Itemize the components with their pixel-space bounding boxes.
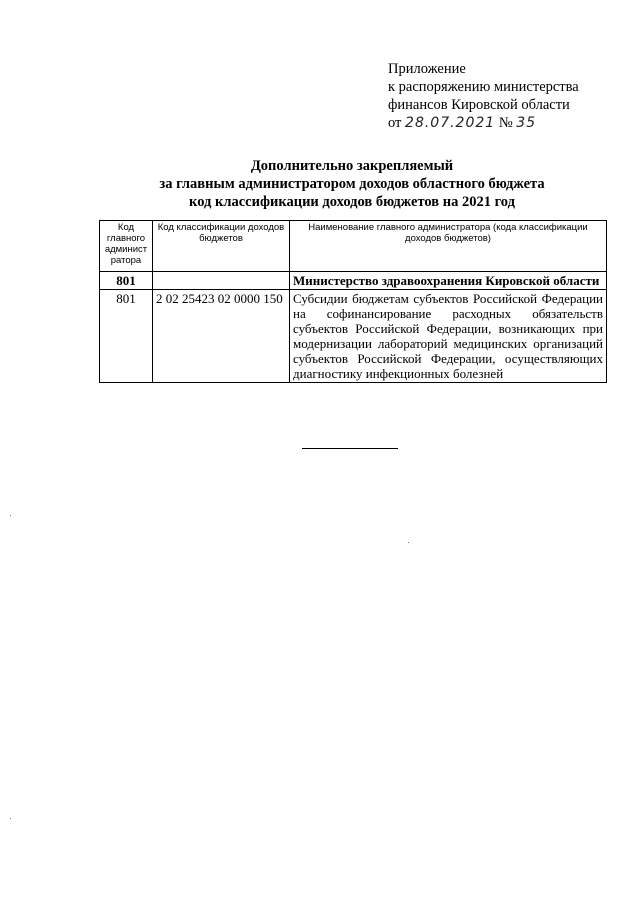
document-title	[100, 157, 604, 211]
header-classification-code: Код классификации доходов бюджетов	[153, 221, 290, 272]
scan-speck	[10, 818, 11, 819]
title-line-2: за главным администратором доходов областного бюджета	[159, 176, 545, 192]
appendix-date-line	[388, 114, 579, 132]
closing-line	[302, 448, 398, 449]
table-row	[100, 272, 607, 290]
appendix-title: Приложение	[388, 61, 466, 77]
classification-table	[99, 220, 607, 383]
appendix-line-ministry: финансов Кировской области	[388, 97, 570, 113]
title-line-3: код классификации доходов бюджетов на 2021 год	[189, 194, 515, 210]
scan-speck	[10, 515, 11, 516]
cell-admin-code: 801	[100, 290, 153, 383]
scan-speck	[408, 542, 409, 543]
from-label: от	[388, 115, 402, 131]
cell-admin-code: 801	[100, 272, 153, 290]
appendix-line-order: к распоряжению министерства	[388, 79, 579, 95]
cell-classification-code: 2 02 25423 02 0000 150	[153, 290, 290, 383]
header-admin-code: Код главного админист ратора	[100, 221, 153, 272]
cell-admin-name: Министерство здравоохранения Кировской области	[290, 272, 607, 290]
number-label: №	[498, 115, 513, 131]
cell-classification-code	[153, 272, 290, 290]
cell-admin-name: Субсидии бюджетам субъектов Российской Федерации на софинансирование расходных обязательств субъектов Российской Федерации, возникающих при модернизации лабораторий медицинских организаций субъектов Российской Федерации, осуществляющих диагностику инфекционных болезней	[290, 290, 607, 383]
table-header-row	[100, 221, 607, 272]
header-admin-name: Наименование главного администратора (кода классификации доходов бюджетов)	[290, 221, 607, 272]
handwritten-number: 35	[516, 115, 537, 131]
table-row	[100, 290, 607, 383]
appendix-block	[388, 60, 579, 132]
title-line-1: Дополнительно закрепляемый	[250, 158, 454, 174]
handwritten-date: 28.07.2021	[405, 115, 496, 131]
